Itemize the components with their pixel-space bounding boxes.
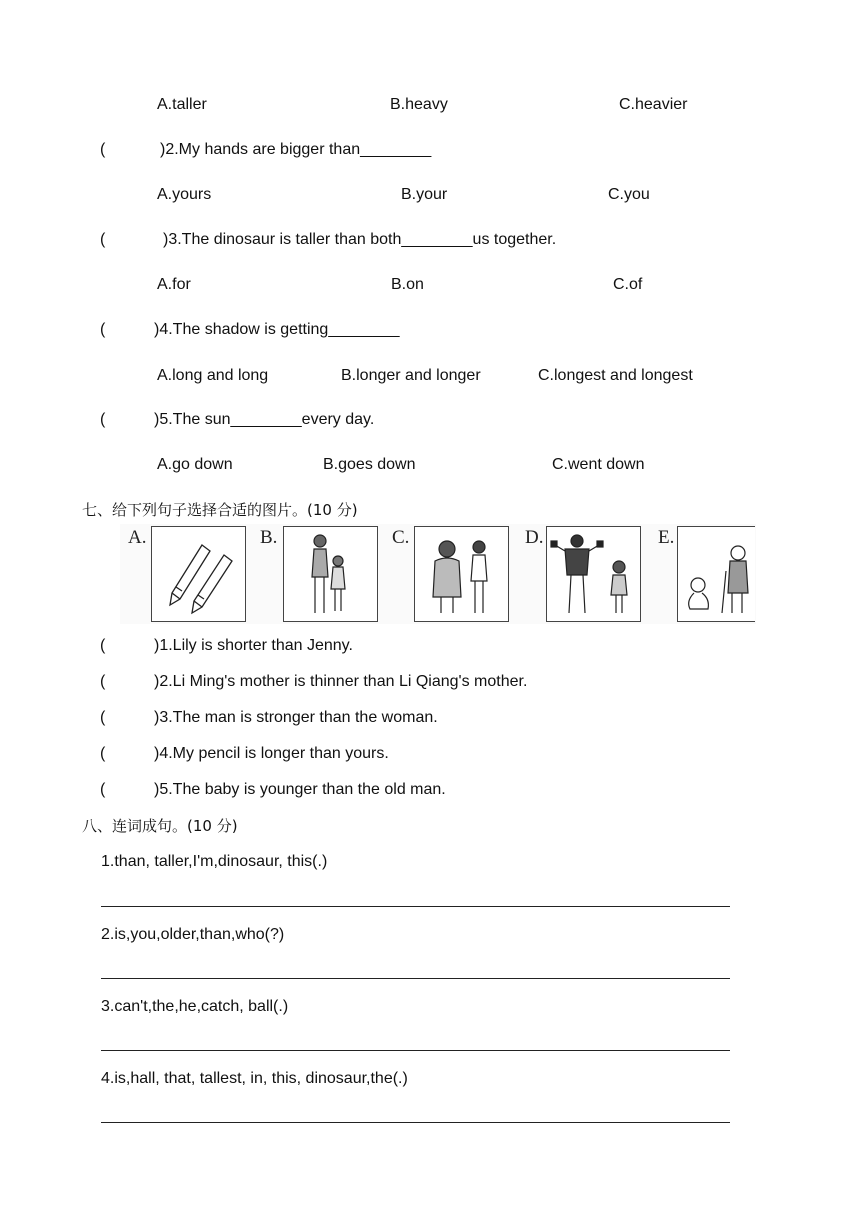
q5-option-b: B.goes down	[323, 456, 416, 473]
q2-option-a: A.yours	[157, 186, 212, 203]
s7-item3-paren: (	[100, 709, 106, 726]
q5-option-c: C.went down	[552, 456, 645, 473]
q4-text: )4.The shadow is getting________	[154, 321, 400, 338]
picture-label-c: C.	[392, 527, 410, 548]
baby-and-old-man-icon	[678, 527, 755, 621]
s7-item4-paren: (	[100, 745, 106, 762]
picture-a	[151, 526, 246, 622]
section8-heading: 八、连词成句。(10 分)	[82, 817, 238, 835]
q4-option-a: A.long and long	[157, 367, 269, 384]
s7-item2-text: )2.Li Ming's mother is thinner than Li Qiang's mother.	[154, 673, 528, 690]
section7-heading: 七、给下列句子选择合适的图片。(10 分)	[82, 501, 358, 519]
picture-label-b: B.	[260, 527, 278, 548]
s8-item2-text: 2.is,you,older,than,who(?)	[101, 926, 285, 943]
q1-option-c: C.heavier	[619, 96, 688, 113]
picture-d	[546, 526, 641, 622]
q5-option-a: A.go down	[157, 456, 233, 473]
picture-c	[414, 526, 509, 622]
picture-label-e: E.	[658, 527, 675, 548]
q3-option-b: B.on	[391, 276, 424, 293]
q2-option-b: B.your	[401, 186, 448, 203]
s7-item5-text: )5.The baby is younger than the old man.	[154, 781, 446, 798]
two-pencils-icon	[152, 527, 245, 621]
s7-item1-text: )1.Lily is shorter than Jenny.	[154, 637, 353, 654]
mother-and-girl-icon	[284, 527, 377, 621]
q3-paren: (	[100, 231, 106, 248]
q3-option-a: A.for	[157, 276, 191, 293]
answer-line-2	[101, 978, 730, 979]
q5-text: )5.The sun________every day.	[154, 411, 375, 428]
s8-item3-text: 3.can't,the,he,catch, ball(.)	[101, 998, 289, 1015]
q2-option-c: C.you	[608, 186, 650, 203]
s7-item4-text: )4.My pencil is longer than yours.	[154, 745, 389, 762]
q1-option-a: A.taller	[157, 96, 207, 113]
q3-text: )3.The dinosaur is taller than both________us together.	[163, 231, 557, 248]
strong-man-and-woman-icon	[547, 527, 640, 621]
q1-option-b: B.heavy	[390, 96, 448, 113]
picture-b	[283, 526, 378, 622]
q3-option-c: C.of	[613, 276, 643, 293]
s8-item1-text: 1.than, taller,I'm,dinosaur, this(.)	[101, 853, 328, 870]
two-women-icon	[415, 527, 508, 621]
s7-item2-paren: (	[100, 673, 106, 690]
answer-line-4	[101, 1122, 730, 1123]
q5-paren: (	[100, 411, 106, 428]
picture-e	[677, 526, 755, 622]
answer-line-3	[101, 1050, 730, 1051]
picture-label-d: D.	[525, 527, 544, 548]
q2-text: )2.My hands are bigger than________	[160, 141, 432, 158]
s8-item4-text: 4.is,hall, that, tallest, in, this, dinosaur,the(.)	[101, 1070, 408, 1087]
picture-label-a: A.	[128, 527, 147, 548]
answer-line-1	[101, 906, 730, 907]
q4-option-b: B.longer and longer	[341, 367, 481, 384]
s7-item5-paren: (	[100, 781, 106, 798]
q4-paren: (	[100, 321, 106, 338]
q4-option-c: C.longest and longest	[538, 367, 693, 384]
s7-item1-paren: (	[100, 637, 106, 654]
s7-item3-text: )3.The man is stronger than the woman.	[154, 709, 438, 726]
q2-paren: (	[100, 141, 106, 158]
